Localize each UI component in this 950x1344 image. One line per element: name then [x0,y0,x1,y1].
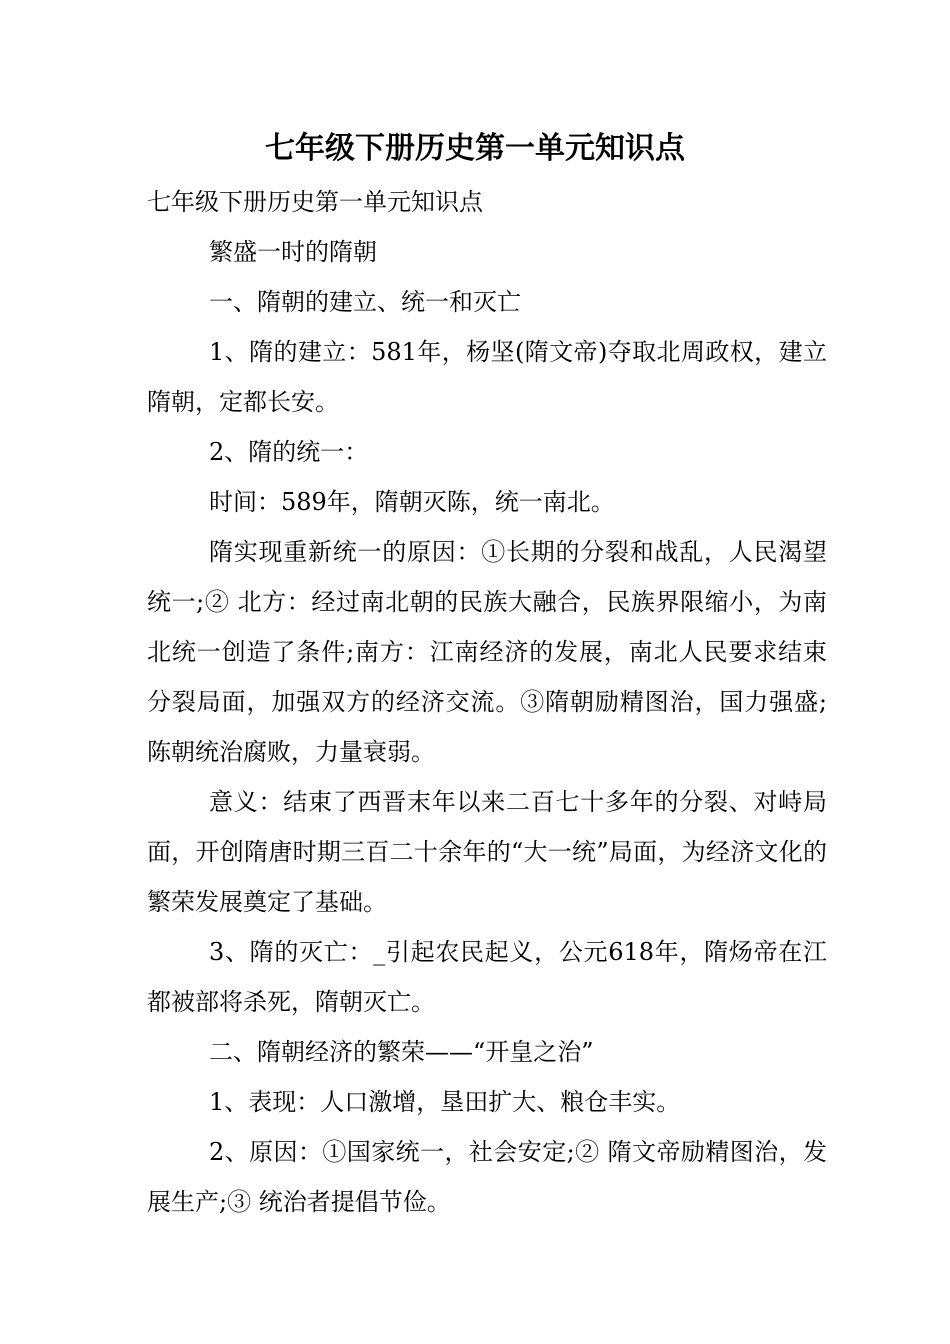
paragraph: 意义：结束了西晋末年以来二百七十多年的分裂、对峙局面，开创隋唐时期三百二十余年的“大一统”局面，为经济文化的繁荣发展奠定了基础。 [147,788,827,916]
paragraph: 3、隋的灭亡：_引起农民起义，公元618年，隋炀帝在江都被部将杀死，隋朝灭亡。 [147,938,827,1016]
paragraph: 2、隋的统一： [209,438,369,466]
subsection-heading: 二、隋朝经济的繁荣——“开皇之治” [209,1038,594,1066]
paragraph: 1、表现：人口激增，垦田扩大、粮仓丰实。 [209,1088,681,1116]
paragraph: 隋实现重新统一的原因：①长期的分裂和战乱，人民渴望统一;② 北方：经过南北朝的民族大融合，民族界限缩小，为南北统一创造了条件;南方：江南经济的发展，南北人民要求结束分裂局面，加强双方的经济交流。③隋朝励精图治，国力强盛;陈朝统治腐败，力量衰弱。 [147,538,827,766]
section-heading: 繁盛一时的隋朝 [209,238,377,266]
document-body [147,177,827,1227]
document-title: 七年级下册历史第一单元知识点 [265,131,685,166]
paragraph: 七年级下册历史第一单元知识点 [147,188,483,216]
paragraph: 时间：589年，隋朝灭陈，统一南北。 [209,488,615,516]
paragraph: 2、原因：①国家统一，社会安定;② 隋文帝励精图治，发展生产;③ 统治者提倡节俭。 [147,1138,827,1216]
paragraph: 1、隋的建立：581年，杨坚(隋文帝)夺取北周政权，建立隋朝，定都长安。 [147,338,827,416]
subsection-heading: 一、隋朝的建立、统一和灭亡 [209,288,521,316]
